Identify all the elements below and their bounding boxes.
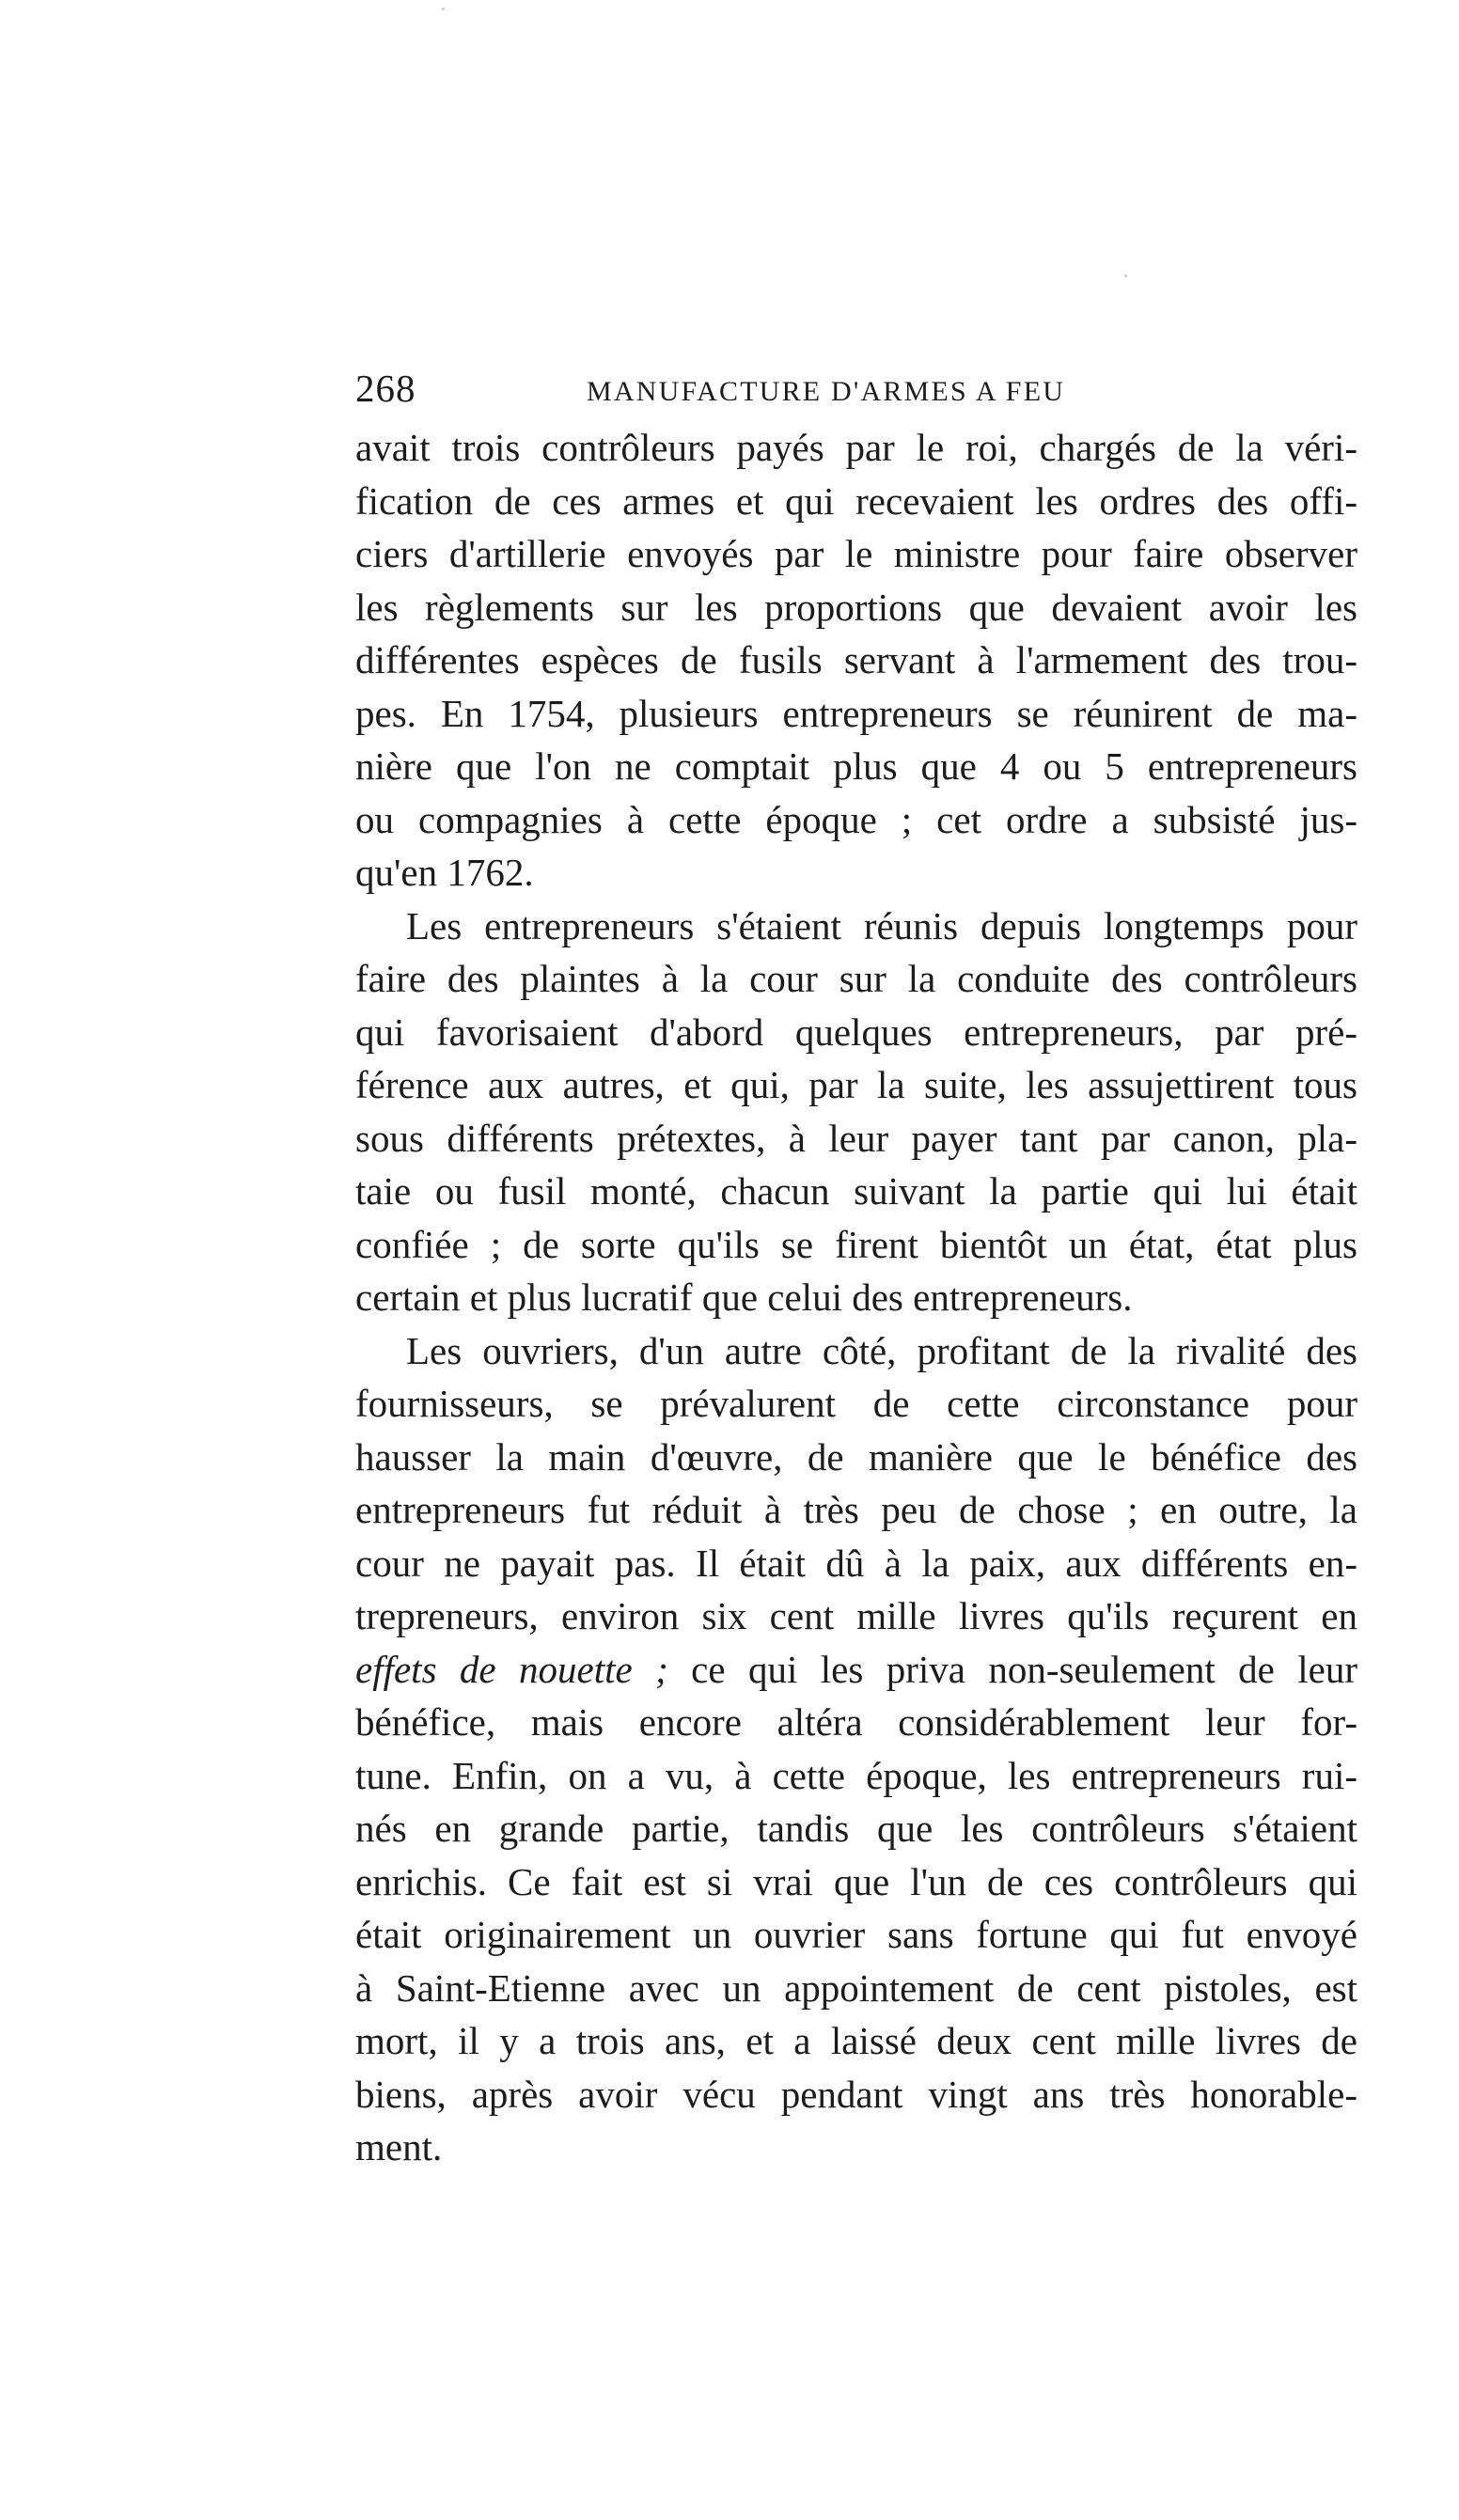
text-line: pes. En 1754, plusieurs entrepreneurs se réunirent de ma- bbox=[355, 691, 1357, 735]
text-line: nés en grande partie, tandis que les contrôleurs s'étaient bbox=[355, 1807, 1357, 1850]
text-line: qu'en 1762. bbox=[355, 851, 534, 894]
text-line: faire des plaintes à la cour sur la conduite des contrôleurs bbox=[355, 957, 1357, 1000]
text-line: mort, il y a trois ans, et a laissé deux cent mille livres de bbox=[355, 2019, 1357, 2062]
text-line: fication de ces armes et qui recevaient les ordres des offi- bbox=[355, 478, 1357, 523]
paragraph-2 bbox=[355, 900, 1357, 1324]
body-text bbox=[355, 421, 1357, 2174]
text-line: sous différents prétextes, à leur payer tant par canon, pla- bbox=[355, 1116, 1357, 1160]
paper-speck bbox=[442, 8, 445, 10]
text-line: qui favorisaient d'abord quelques entrepreneurs, par pré- bbox=[355, 1010, 1357, 1054]
text-line: trepreneurs, environ six cent mille livres qu'ils reçurent en bbox=[355, 1594, 1357, 1637]
text-line: Les entrepreneurs s'étaient réunis depuis longtemps pour bbox=[406, 903, 1357, 947]
text-line: fournisseurs, se prévalurent de cette circonstance pour bbox=[355, 1382, 1357, 1425]
paper-speck bbox=[1124, 274, 1127, 277]
text-line-with-italic bbox=[355, 1643, 1357, 1697]
text-line: ou compagnies à cette époque ; cet ordre a subsisté jus- bbox=[355, 797, 1357, 841]
paragraph-3 bbox=[355, 1324, 1357, 2174]
text-line: hausser la main d'œuvre, de manière que le bénéfice des bbox=[355, 1434, 1357, 1479]
text-line: cour ne payait pas. Il était dû à la paix, aux différents en- bbox=[355, 1541, 1357, 1585]
text-line: était originairement un ouvrier sans fortune qui fut envoyé bbox=[355, 1913, 1357, 1956]
text-line: taie ou fusil monté, chacun suivant la partie qui lui était bbox=[355, 1169, 1357, 1213]
paragraph-1 bbox=[355, 421, 1357, 900]
running-head bbox=[355, 362, 1357, 415]
page-number: 268 bbox=[355, 367, 416, 410]
text-line: bénéfice, mais encore altéra considérablement leur for- bbox=[355, 1700, 1357, 1744]
running-title: MANUFACTURE D'ARMES A FEU bbox=[587, 376, 1066, 407]
italic-line-rest: ce qui les priva non-seulement de leur bbox=[667, 1647, 1358, 1691]
text-line: différentes espèces de fusils servant à l'armement des trou- bbox=[355, 638, 1357, 681]
text-line: Les ouvriers, d'un autre côté, profitant de la rivalité des bbox=[406, 1328, 1357, 1372]
text-line: ciers d'artillerie envoyés par le ministre pour faire observer bbox=[355, 532, 1357, 575]
italic-phrase: effets de nouette ; bbox=[355, 1647, 668, 1691]
text-line: biens, après avoir vécu pendant vingt ans très honorable- bbox=[355, 2072, 1357, 2116]
text-line: à Saint-Etienne avec un appointement de cent pistoles, est bbox=[355, 1965, 1357, 2010]
text-line: enrichis. Ce fait est si vrai que l'un de ces contrôleurs qui bbox=[355, 1859, 1357, 1903]
text-line: certain et plus lucratif que celui des entrepreneurs. bbox=[355, 1276, 1133, 1319]
text-line: nière que l'on ne comptait plus que 4 ou 5 entrepreneurs bbox=[355, 744, 1357, 788]
text-line: tune. Enfin, on a vu, à cette époque, les entrepreneurs rui- bbox=[355, 1753, 1357, 1797]
text-line: entrepreneurs fut réduit à très peu de chose ; en outre, la bbox=[355, 1488, 1357, 1531]
text-line: férence aux autres, et qui, par la suite, les assujettirent tous bbox=[355, 1063, 1357, 1106]
text-line: confiée ; de sorte qu'ils se firent bientôt un état, état plus bbox=[355, 1222, 1357, 1266]
text-line: avait trois contrôleurs payés par le roi, chargés de la véri- bbox=[355, 426, 1357, 469]
text-line: ment. bbox=[355, 2125, 443, 2168]
text-line: les règlements sur les proportions que devaient avoir les bbox=[355, 585, 1357, 629]
